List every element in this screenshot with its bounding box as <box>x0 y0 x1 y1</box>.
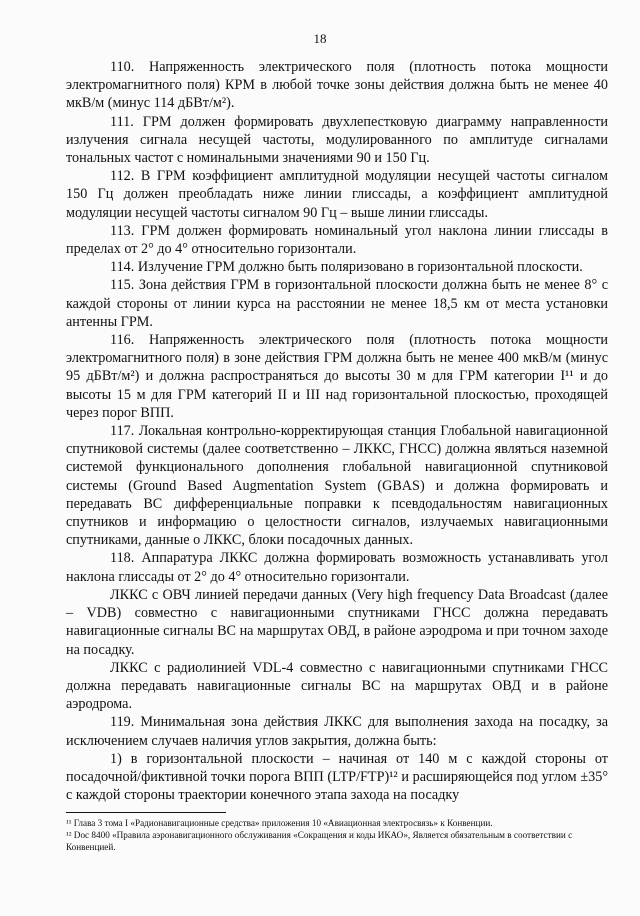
footnote: ¹¹ Глава 3 тома I «Радионавигационные средства» приложения 10 «Авиационная электросвязь» к Конвенции. <box>66 818 493 828</box>
paragraph: 118. Аппаратура ЛККС должна формировать возможность устанавливать угол наклона глиссады от 2° до 4° относительно горизонтали. <box>66 550 608 585</box>
paragraph: 1) в горизонтальной плоскости – начиная от 140 м с каждой стороны от посадочной/фиктивной точки порога ВПП (LTP/FTP)¹² и расширяющейся под углом ±35° с каждой стороны траектории конечного этапа захода на посадку <box>66 750 608 804</box>
page-number: 18 <box>313 31 327 46</box>
paragraph: 119. Минимальная зона действия ЛККС для выполнения захода на посадку, за исключением случаев наличия углов закрытия, должна быть: <box>66 714 608 749</box>
paragraph: 117. Локальная контрольно-корректирующая станция Глобальной навигационной спутниковой системы (далее соответственно – ЛККС, ГНСС) должна являться наземной системой функционального дополнения глобальной навигационной спутниковой системы (Ground Based Augmentation System (GBAS) и должна формировать и передавать ВС дифференциальные поправки к псевдодальностям навигационных спутников и информацию о целостности сигналов, излучаемых навигационными спутниками, данные о ЛККС, блоки посадочных данных. <box>66 423 608 549</box>
footnotes <box>66 817 608 853</box>
paragraph: 111. ГРМ должен формировать двухлепестковую диаграмму направленности излучения сигнала несущей частоты, модулированного по амплитуде сигналами тональных частот с номинальными значениями 90 и 150 Гц. <box>66 113 608 167</box>
paragraph: 116. Напряженность электрического поля (плотность потока мощности электромагнитного поля) в зоне действия ГРМ должна быть не менее 400 мкВ/м (минус 95 дБВт/м²) и должна распространяться до высоты 30 м для ГРМ категории I¹¹ и до высоты 15 м для ГРМ категорий II и III над горизонтальной плоскостью, проходящей через порог ВПП. <box>66 332 608 421</box>
paragraph: 110. Напряженность электрического поля (плотность потока мощности электромагнитного поля) КРМ в любой точке зоны действия должна быть не менее 40 мкВ/м (минус 114 дБВт/м²). <box>66 59 608 112</box>
paragraph: ЛККС с ОВЧ линией передачи данных (Very high frequency Data Broadcast (далее – VDB) совместно с навигационными спутниками ГНСС должна передавать навигационные сигналы ВС на маршрутах ОВД, в районе аэродрома и при точном заходе на посадку. <box>66 586 608 658</box>
paragraph: 112. В ГРМ коэффициент амплитудной модуляции несущей частоты сигналом 150 Гц должен преобладать ниже линии глиссады, а коэффициент амплитудной модуляции несущей частоты сигналом 90 Гц – выше линии глиссады. <box>66 168 608 221</box>
paragraph: 115. Зона действия ГРМ в горизонтальной плоскости должна быть не менее 8° с каждой стороны от линии курса на расстоянии не менее 18,5 км от места установки антенны ГРМ. <box>66 277 608 330</box>
paragraph: 113. ГРМ должен формировать номинальный угол наклона линии глиссады в пределах от 2° до 4° относительно горизонтали. <box>66 222 608 258</box>
footnote-separator <box>66 812 226 813</box>
paragraph: 114. Излучение ГРМ должно быть поляризовано в горизонтальной плоскости. <box>110 259 583 276</box>
footnote: ¹² Doc 8400 «Правила аэронавигационного обслуживания «Сокращения и коды ИКАО», Является обязательным в соответствии с Конвенцией. <box>66 830 573 852</box>
document-body <box>66 58 608 804</box>
paragraph: ЛККС с радиолинией VDL-4 совместно с навигационными спутниками ГНСС должна передавать навигационные сигналы ВС на маршрутах ОВД и в районе аэродрома. <box>66 659 608 713</box>
